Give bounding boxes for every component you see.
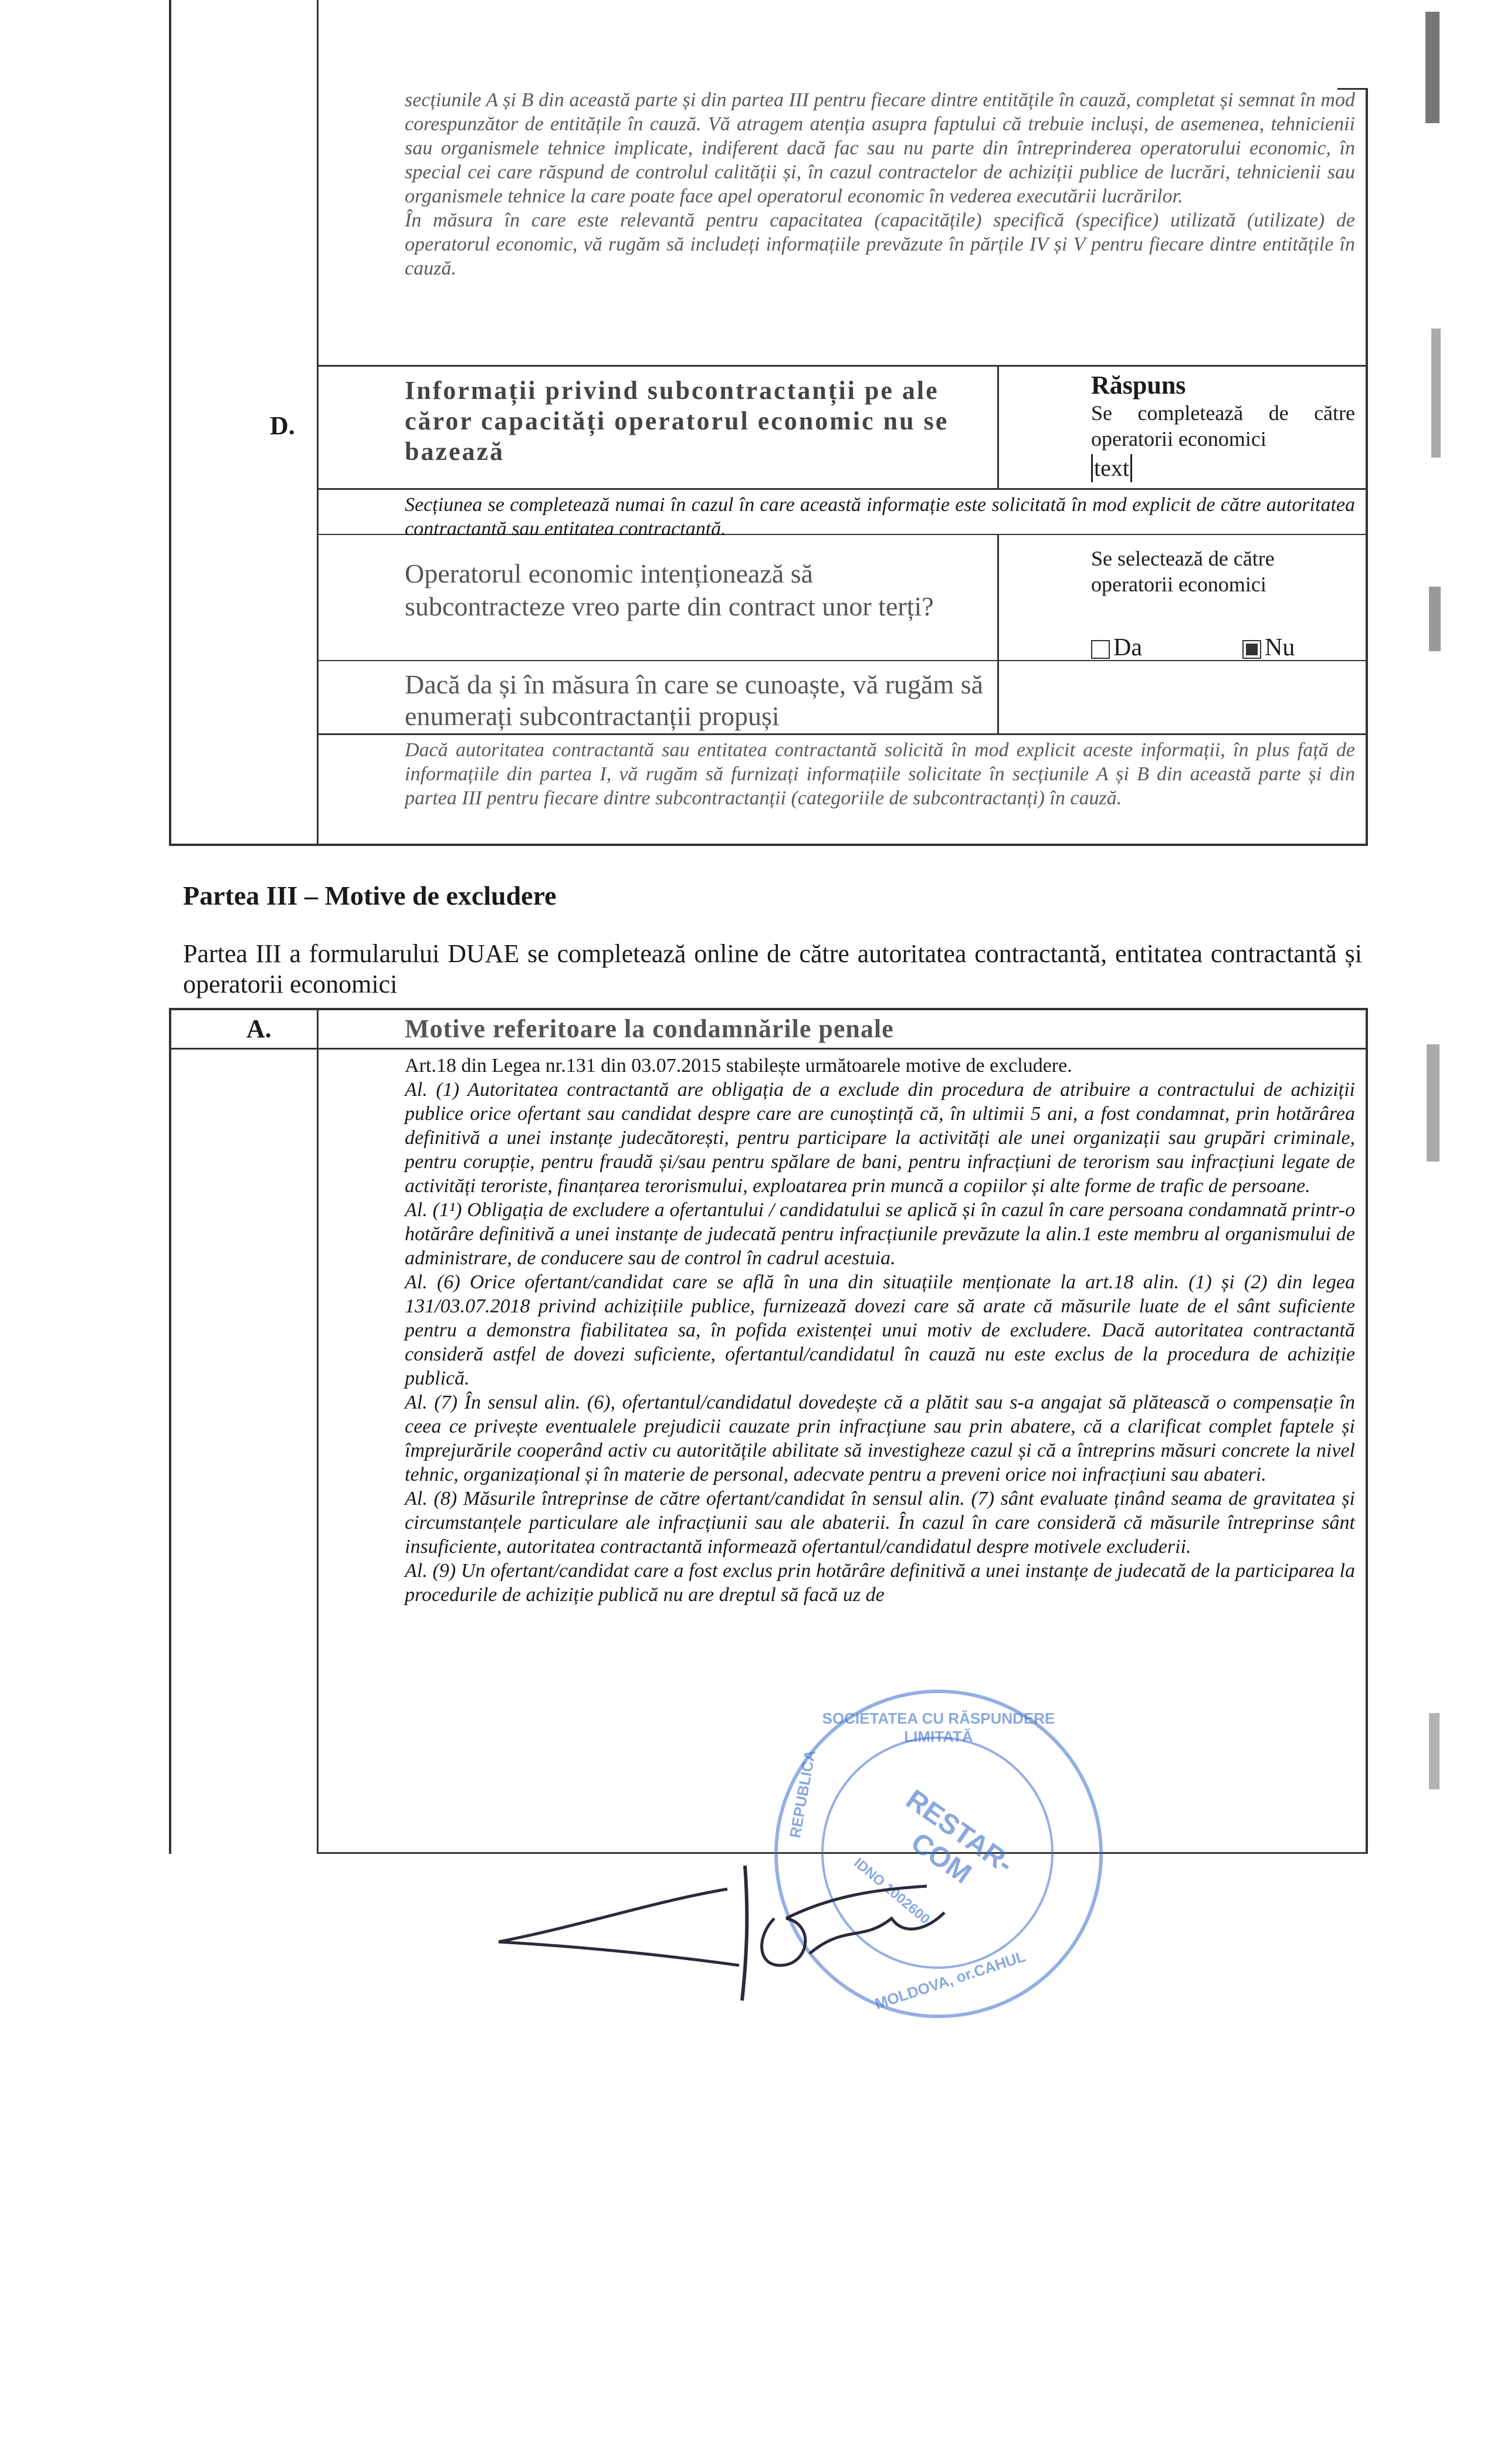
- answer-heading: Răspuns: [1091, 371, 1186, 400]
- option-yes-label: Da: [1113, 634, 1142, 661]
- table-border: [169, 844, 1368, 846]
- scan-mark: [1429, 587, 1441, 651]
- option-yes[interactable]: [1091, 634, 1142, 661]
- stamp-idno: IDNO 1002600: [851, 1854, 933, 1928]
- section-d-title: Informații privind subcontractanții pe ale căror capacități operatorul economic nu se bazează: [405, 376, 949, 466]
- part-iii-intro: Partea III a formularului DUAE se completează online de către autoritatea contractantă, entitatea contractantă și operatorii economici: [183, 939, 1362, 999]
- signature: [481, 1854, 1009, 2030]
- table-border: [997, 365, 999, 488]
- answer-text-field[interactable]: text: [1091, 454, 1132, 482]
- section-a-title: Motive referitoare la condamnările penale: [405, 1014, 894, 1043]
- scan-mark: [1427, 1044, 1440, 1162]
- table-border: [169, 1008, 171, 1854]
- table-border: [317, 488, 1368, 490]
- option-no-label: Nu: [1264, 634, 1295, 661]
- table-border: [317, 733, 1368, 735]
- section-d-final-note: Dacă autoritatea contractantă sau entitatea contractantă solicită în mod explicit aceste informații, în plus față de informațiile din partea I, vă rugăm să furnizați informațiile solicitate în secțiunile A și B din această parte și din partea III pentru fiecare dintre subcontractanții (categoriile de subcontractanți) în cauză.: [405, 739, 1355, 809]
- legal-paragraph: Al. (6) Orice ofertant/candidat care se află în una din situațiile menționate la art.18 alin. (1) și (2) din legea 131/03.07.2018 privind achizițiile publice, furnizează dovezi care să arate că măsurile luate de el sânt suficiente pentru a demonstra fiabilitatea sa, în pofida existenței unui motiv de excludere. Dacă autoritatea contractantă consideră astfel de dovezi suficiente, ofertantul/candidatul în cauză nu este exclus de la procedura de achiziție publică.: [405, 1271, 1355, 1389]
- legal-paragraph: Al. (9) Un ofertant/candidat care a fost exclus prin hotărâre definitivă a unei instanțe de judecată de la participarea la procedurile de achiziție publică nu are dreptul să facă uz de: [405, 1560, 1355, 1606]
- checkbox-yes[interactable]: [1091, 640, 1110, 659]
- table-border: [317, 1008, 319, 1854]
- scan-mark: [1429, 1713, 1440, 1789]
- stamp-ring-text: SOCIETATEA CU RĂSPUNDERE LIMITATĂ: [822, 1710, 1055, 1745]
- legal-paragraph: Al. (1¹) Obligația de excludere a ofertantului / candidatului se aplică și în cazul în care persoana condamnată printr-o hotărâre definitivă a unei instanțe de judecată pentru infracțiunile prevăzute la alin.1 este membru al organismului de administrare, de conducere sau de control în cadrul acestuia.: [405, 1199, 1355, 1269]
- stamp-location: MOLDOVA, or.CAHUL: [872, 1947, 1028, 2013]
- legal-paragraph: Al. (1) Autoritatea contractantă are obligația de a exclude din procedura de atribuire a contractului de achiziții publice orice ofertant sau candidat despre care are cunoștință că, în ultimii 5 ani, a fost condamnat, prin hotărârea definitivă a unei instanțe judecătorești, pentru participare la activități ale unei organizații sau grupări criminale, pentru corupție, pentru fraudă și/sau pentru spălare de bani, pentru infracțiuni de terorism sau infracțiuni legate de activități teroriste, finanțarea terorismului, exploatarea prin muncă a copiilor și alte forme de trafic de persoane.: [405, 1079, 1355, 1197]
- select-note: Se selectează de către operatorii economici: [1091, 547, 1275, 596]
- stamp-company: RESTAR-COM: [900, 1783, 1019, 1890]
- table-border: [1366, 88, 1368, 845]
- option-no[interactable]: [1242, 634, 1295, 661]
- table-border: [169, 0, 171, 845]
- table-border: [169, 1008, 1368, 1010]
- answer-note: Se completează de către operatorii economici: [1091, 401, 1355, 451]
- checkbox-no[interactable]: [1242, 640, 1261, 659]
- scan-mark: [1431, 329, 1441, 458]
- table-border: [997, 534, 999, 733]
- legal-paragraph: Al. (7) În sensul alin. (6), ofertantul/candidatul dovedește că a plătit sau s-a angajat să plătească o compensație în ceea ce privește eventualele prejudicii cauzate prin infracțiune sau prin abatere, că a clarificat complet faptele și împrejurările cooperând activ cu autoritățile abilitate să investigheze cazul și că a întreprins măsuri concrete la nivel tehnic, organizațional și în materie de personal, adecvate pentru a preveni orice noi infracțiuni sau abateri.: [405, 1392, 1355, 1485]
- section-d-note: Secțiunea se completează numai în cazul în care această informație este solicitată în mod explicit de către autoritatea contractantă sau entitatea contractantă.: [405, 494, 1355, 540]
- yes-no-options: [1091, 634, 1295, 662]
- table-border: [1366, 1008, 1368, 1854]
- section-d-letter: D.: [270, 411, 295, 440]
- section-d-intro-paragraph: secțiunile A și B din această parte și din partea III pentru fiecare dintre entitățile în cauză, completat și semnat în mod corespunzător de entitățile în cauză. Vă atragem atenția asupra faptului că trebuie incluși, de asemenea, tehnicienii sau organismele tehnice implicate, indiferent dacă fac sau nu parte din întreprinderea operatorului economic, în special cei care răspund de controlul calității și, în cazul contractelor de achiziții publice de lucrări, tehnicienii sau organismele tehnice la care poate face apel operatorul economic în vederea executării lucrărilor.: [405, 89, 1355, 207]
- legal-paragraph: Al. (8) Măsurile întreprinse de către ofertant/candidat în sensul alin. (7) sânt evaluate ținând seama de gravitatea și circumstanțele particulare ale infracțiunii sau ale abaterii. În cazul în care consideră că măsurile întreprinse sânt insuficiente, autoritatea contractantă informează ofertantul/candidatul despre motivele excluderii.: [405, 1488, 1355, 1558]
- section-a-lead: Art.18 din Legea nr.131 din 03.07.2015 stabilește următoarele motive de excludere.: [405, 1055, 1072, 1077]
- subcontractors-question: Dacă da și în măsura în care se cunoaște, vă rugăm să enumerați subcontractanții propuși: [405, 669, 984, 731]
- part-iii-heading: Partea III – Motive de excludere: [183, 881, 557, 911]
- table-border: [317, 0, 319, 845]
- table-border: [169, 1048, 1368, 1050]
- subcontract-question: Operatorul economic intenționează să subcontracteze vreo parte din contract unor terți?: [405, 559, 934, 621]
- section-a-letter: A.: [246, 1014, 272, 1043]
- table-border: [317, 365, 1368, 367]
- scan-mark: [1425, 12, 1440, 123]
- stamp-country: REPUBLICA: [786, 1748, 819, 1840]
- section-d-intro-paragraph: În măsura în care este relevantă pentru capacitatea (capacitățile) specifică (specifice) utilizată (utilizate) de operatorul economic, vă rugăm să includeți informațiile prevăzute în părțile IV și V pentru fiecare dintre entitățile în cauză.: [405, 209, 1355, 279]
